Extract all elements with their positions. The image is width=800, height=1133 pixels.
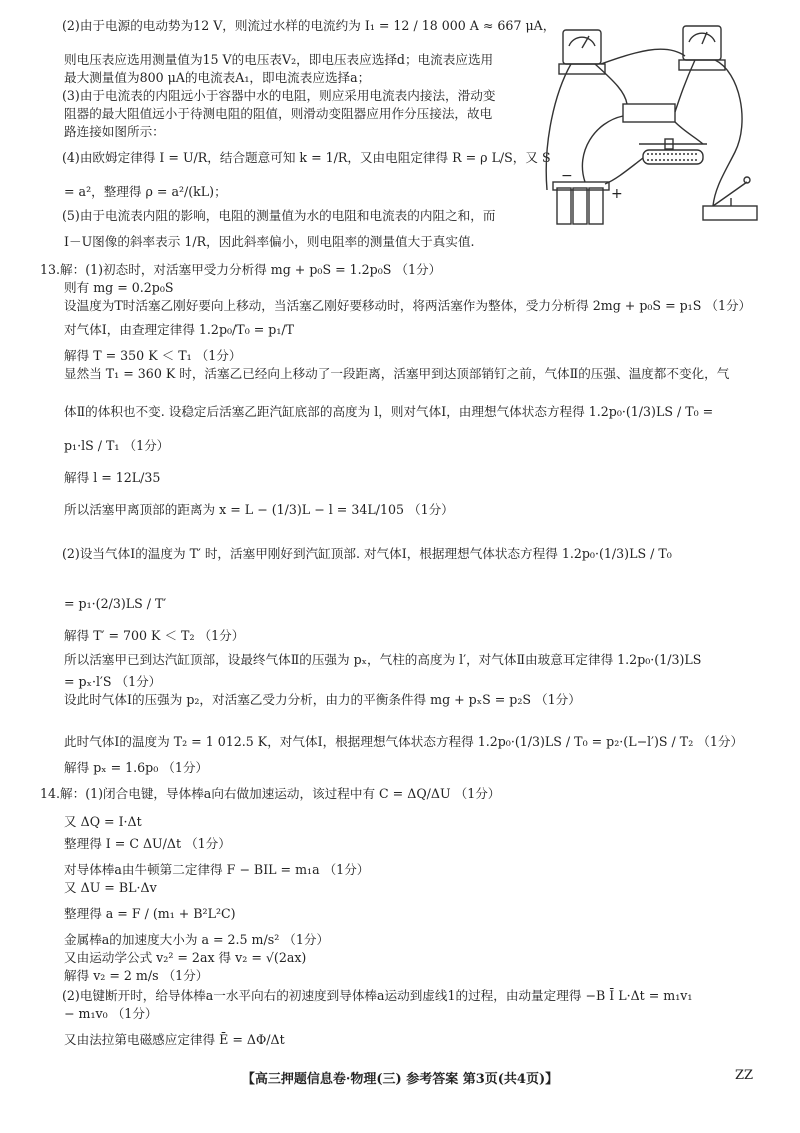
text-line: 解得 T′ = 700 K ＜ T₂ （1分） [64,628,245,643]
text-line: 路连接如图所示： [64,124,165,139]
text-line: 显然当 T₁ = 360 K 时，活塞乙已经向上移动了一段距离，活塞甲到达顶部销钉之前，气体Ⅱ的压强、温度都不变化，气 [64,366,730,381]
text-line: (2)由于电源的电动势为12 V，则流过水样的电流约为 I₁ = 12 / 18 000 A ≈ 667 μA， [62,18,556,33]
text-line: 则电压表应选用测量值为15 V的电压表V₂，即电压表应选择d；电流表应选用 [64,52,494,67]
text-line: 又由法拉第电磁感应定律得 Ē = ΔΦ/Δt [64,1032,285,1047]
text-line: (2)设当气体Ⅰ的温度为 T′ 时，活塞甲刚好到汽缸顶部. 对气体Ⅰ，根据理想气体状态方程得 1.2p₀·(1/3)LS / T₀ [62,546,672,561]
text-line: 金属棒a的加速度大小为 a = 2.5 m/s² （1分） [64,932,330,947]
text-line: I－U图像的斜率表示 1/R，因此斜率偏小，则电阻率的测量值大于真实值. [64,234,475,249]
text-line: 设温度为T时活塞乙刚好要向上移动，当活塞乙刚好要移动时，将两活塞作为整体，受力分析得 2mg + p₀S = p₁S （1分） [64,298,752,313]
text-line: (4)由欧姆定律得 I = U/R，结合题意可知 k = 1/R，又由电阻定律得 R = ρ L/S，又 S [62,150,551,165]
text-line: (3)由于电流表的内阻远小于容器中水的电阻，则应采用电流表内接法，滑动变 [62,88,496,103]
battery-icon [553,182,609,224]
voltmeter-icon [679,26,725,70]
page-footer: 【高三押题信息卷·物理(三) 参考答案 第3页(共4页)】 [241,1072,559,1087]
text-line: = pₓ·l′S （1分） [64,674,162,689]
text-line: − m₁v₀ （1分） [64,1006,158,1021]
wire [713,60,742,206]
text-line: 对气体Ⅰ，由查理定律得 1.2p₀/T₀ = p₁/T [64,322,295,337]
corner-mark: ZZ [735,1068,754,1083]
text-line: (2)电键断开时，给导体棒a一水平向右的初速度到导体棒a运动到虚线1的过程，由动量定理得 −B Ī L·Δt = m₁v₁ [62,988,693,1003]
text-line: 整理得 I = C ΔU/Δt （1分） [64,836,231,851]
text-line: p₁·lS / T₁ （1分） [64,438,170,453]
text-line: 此时气体Ⅰ的温度为 T₂ = 1 012.5 K，对气体Ⅰ，根据理想气体状态方程得 1.2p₀·(1/3)LS / T₀ = p₂·(L−l′)S / T₂ （1分） [64,734,744,749]
text-line: 最大测量值为800 μA的电流表A₁，即电流表应选择a； [64,70,371,85]
text-line: 13.解：(1)初态时，对活塞甲受力分析得 mg + p₀S = 1.2p₀S （1分） [40,262,442,277]
text-line: 设此时气体Ⅰ的压强为 p₂，对活塞乙受力分析，由力的平衡条件得 mg + pₓS = p₂S （1分） [64,692,581,707]
text-line: 体Ⅱ的体积也不变. 设稳定后活塞乙距汽缸底部的高度为 l，则对气体Ⅰ，由理想气体状态方程得 1.2p₀·(1/3)LS / T₀ = [64,404,714,419]
text-line: 解得 pₓ = 1.6p₀ （1分） [64,760,209,775]
text-line: 对导体棒a由牛顿第二定律得 F − BIL = m₁a （1分） [64,862,370,877]
text-line: 整理得 a = F / (m₁ + B²L²C) [64,906,236,921]
text-line: 所以活塞甲离顶部的距离为 x = L − (1/3)L − l = 34L/105 （1分） [64,502,454,517]
circuit-diagram [535,12,770,234]
text-line: 又由运动学公式 v₂² = 2ax 得 v₂ = √(2ax) [64,950,307,965]
text-line: = a²，整理得 ρ = a²/(kL)； [64,184,227,199]
switch-icon [703,177,757,220]
wire [582,116,623,182]
text-line: 解得 v₂ = 2 m/s （1分） [64,968,209,983]
rheostat-icon [639,139,707,164]
battery-minus-label: − [561,168,573,184]
text-line: 所以活塞甲已到达汽缸顶部，设最终气体Ⅱ的压强为 pₓ，气柱的高度为 l′，对气体Ⅱ由玻意耳定律得 1.2p₀·(1/3)LS [64,652,702,667]
text-line: (5)由于电流表内阻的影响，电阻的测量值为水的电阻和电流表的内阻之和，而 [62,208,496,223]
wire [605,158,643,184]
text-line: 解得 T = 350 K ＜ T₁ （1分） [64,348,242,363]
battery-plus-label: + [611,186,623,202]
text-line: = p₁·(2/3)LS / T′ [64,596,167,611]
water-container-icon [623,104,675,122]
text-line: 解得 l = 12L/35 [64,470,161,485]
text-line: 又 ΔU = BL·Δv [64,880,157,895]
wire [675,60,695,112]
text-line: 14.解：(1)闭合电键，导体棒a向右做加速运动，该过程中有 C = ΔQ/ΔU （1分） [40,786,501,801]
wire [595,64,627,104]
text-line: 则有 mg = 0.2p₀S [64,280,174,295]
text-line: 阻器的最大阻值远小于待测电阻的阻值，则滑动变阻器应用作分压接法，故电 [64,106,493,121]
wire [675,122,703,144]
text-line: 又 ΔQ = I·Δt [64,814,142,829]
wire [601,49,685,64]
